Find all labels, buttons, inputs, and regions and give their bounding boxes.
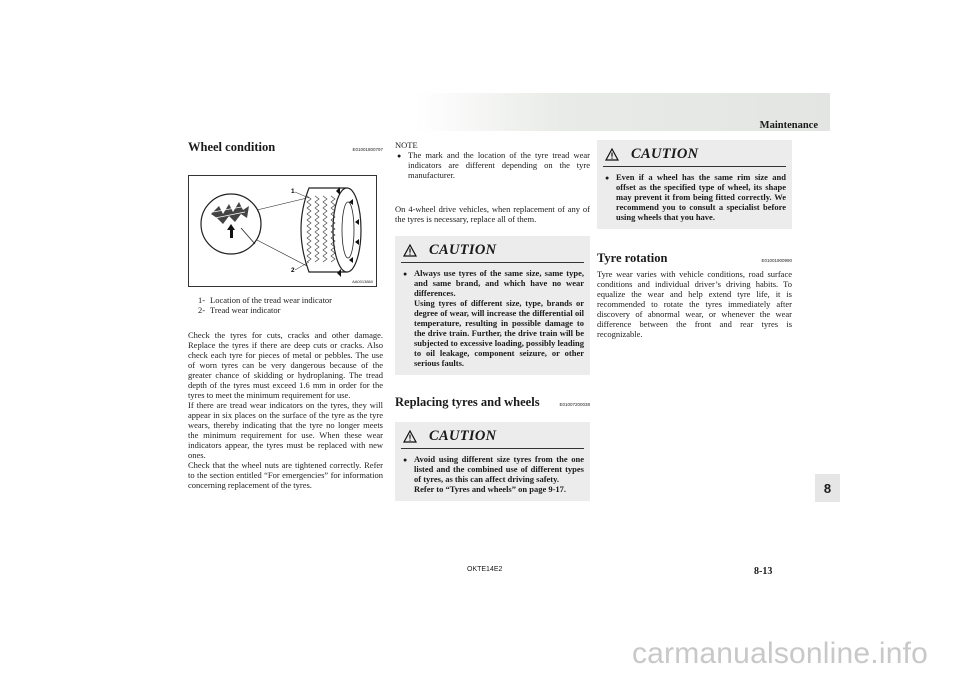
section-title: Replacing tyres and wheels [395, 395, 540, 409]
four-wheel-drive-paragraph: On 4-wheel drive vehicles, when replacement of any of the tyres is necessary, replace all of them. [395, 204, 590, 224]
section-title: Wheel condition [188, 140, 276, 154]
bullet-icon: ● [403, 456, 408, 464]
wear-indicator-paragraph: If there are tread wear indicators on the tyres, they will appear in six places on the surface of the tyre as the tyre wears, thereby indicating that the tyre no longer meets the minimum requirement for use. When these wear indicators appear, the tyres must be replaced with new ones. [188, 400, 383, 460]
section-title: Tyre rotation [597, 251, 668, 265]
section-code: E01007200038 [559, 402, 590, 407]
warning-triangle-icon [605, 148, 619, 161]
caution-item: ● Even if a wheel has the same rim size and offset as the specified type of wheel, its shape may prevent it from being fitted correctly. We recommend you to consult a specialist before using wheels that you have. [605, 172, 786, 222]
bullet-icon: ● [605, 174, 610, 182]
caution-header [603, 146, 786, 167]
column-right [597, 140, 792, 339]
caution-box-tyre-size [395, 236, 590, 375]
running-header: Maintenance [759, 120, 818, 131]
column-left [188, 140, 383, 490]
section-heading-wheel-condition [188, 140, 383, 155]
legend-item: 1- Location of the tread wear indicator [198, 295, 333, 305]
caution-box-different-tyres [395, 422, 590, 501]
section-code: E01001800797 [352, 147, 383, 152]
note-label: NOTE [395, 140, 418, 150]
section-code: E01001900990 [761, 258, 792, 263]
column-middle [395, 140, 590, 501]
tyre-wear-figure [188, 175, 377, 287]
caution-item: ● Always use tyres of the same size, same type, and same brand, and which have no wear differences. Using tyres of different size, type, brands or degree of wear, will increase the differential oil temperature, resulting in possible damage to the drive train. Further, the drive train will be subjected to excessive loading, possibly leading to oil leakage, component seizure, or other serious faults. [403, 268, 584, 368]
caution-header [401, 428, 584, 449]
rotation-paragraph: Tyre wear varies with vehicle conditions, road surface conditions and individual driver’s driving habits. To equalize the wear and help extend tyre life, it is recommended to rotate the tyres immediately after discovery of abnormal wear, or whenever the wear difference between the front and rear tyres is recognizable. [597, 269, 792, 339]
figure-code: AA0013860 [352, 279, 373, 284]
page-reference: Refer to “Tyres and wheels” on page 9-17. [414, 484, 567, 494]
caution-item: ● Avoid using different size tyres from the one listed and the combined use of different types of tyres, as this can affect driving safety. Refer to “Tyres and wheels” on page 9-17. [403, 454, 584, 494]
section-heading-rotation [597, 251, 792, 266]
bullet-icon: ● [403, 270, 408, 278]
tyre-illustration [189, 176, 376, 286]
caution-title: CAUTION [429, 242, 497, 258]
section-heading-replacing [395, 395, 590, 410]
chapter-tab: 8 [815, 474, 840, 502]
figure-legend [198, 295, 383, 315]
caution-title: CAUTION [631, 146, 699, 162]
caution-box-rim-size [597, 140, 792, 229]
callout-2: 2 [291, 267, 295, 274]
warning-triangle-icon [403, 430, 417, 443]
caution-header [401, 242, 584, 263]
wheel-nuts-paragraph: Check that the wheel nuts are tightened correctly. Refer to the section entitled “For emergencies” for information concerning replacement of the tyres. [188, 460, 383, 490]
footer-code: OKTE14E2 [467, 566, 503, 573]
wheel-condition-paragraph: Check the tyres for cuts, cracks and other damage. Replace the tyres if there are deep cuts or cracks. Also check each tyre for pieces of metal or pebbles. The use of worn tyres can be very dangerous because of the greater chance of skidding or hydroplaning. The tread depth of the tyres must exceed 1.6 mm in order for the tyres to meet the minimum requirement for use. [188, 330, 383, 400]
note-item: ● The mark and the location of the tyre tread wear indicators are different depending on the tyre manufacturer. [397, 150, 590, 180]
callout-1: 1 [291, 188, 295, 195]
page-number: 8-13 [754, 566, 773, 577]
watermark: carmanualsonline.info [631, 637, 928, 670]
bullet-icon: ● [397, 152, 402, 160]
caution-title: CAUTION [429, 428, 497, 444]
warning-triangle-icon [403, 244, 417, 257]
legend-item: 2- Tread wear indicator [198, 305, 281, 315]
